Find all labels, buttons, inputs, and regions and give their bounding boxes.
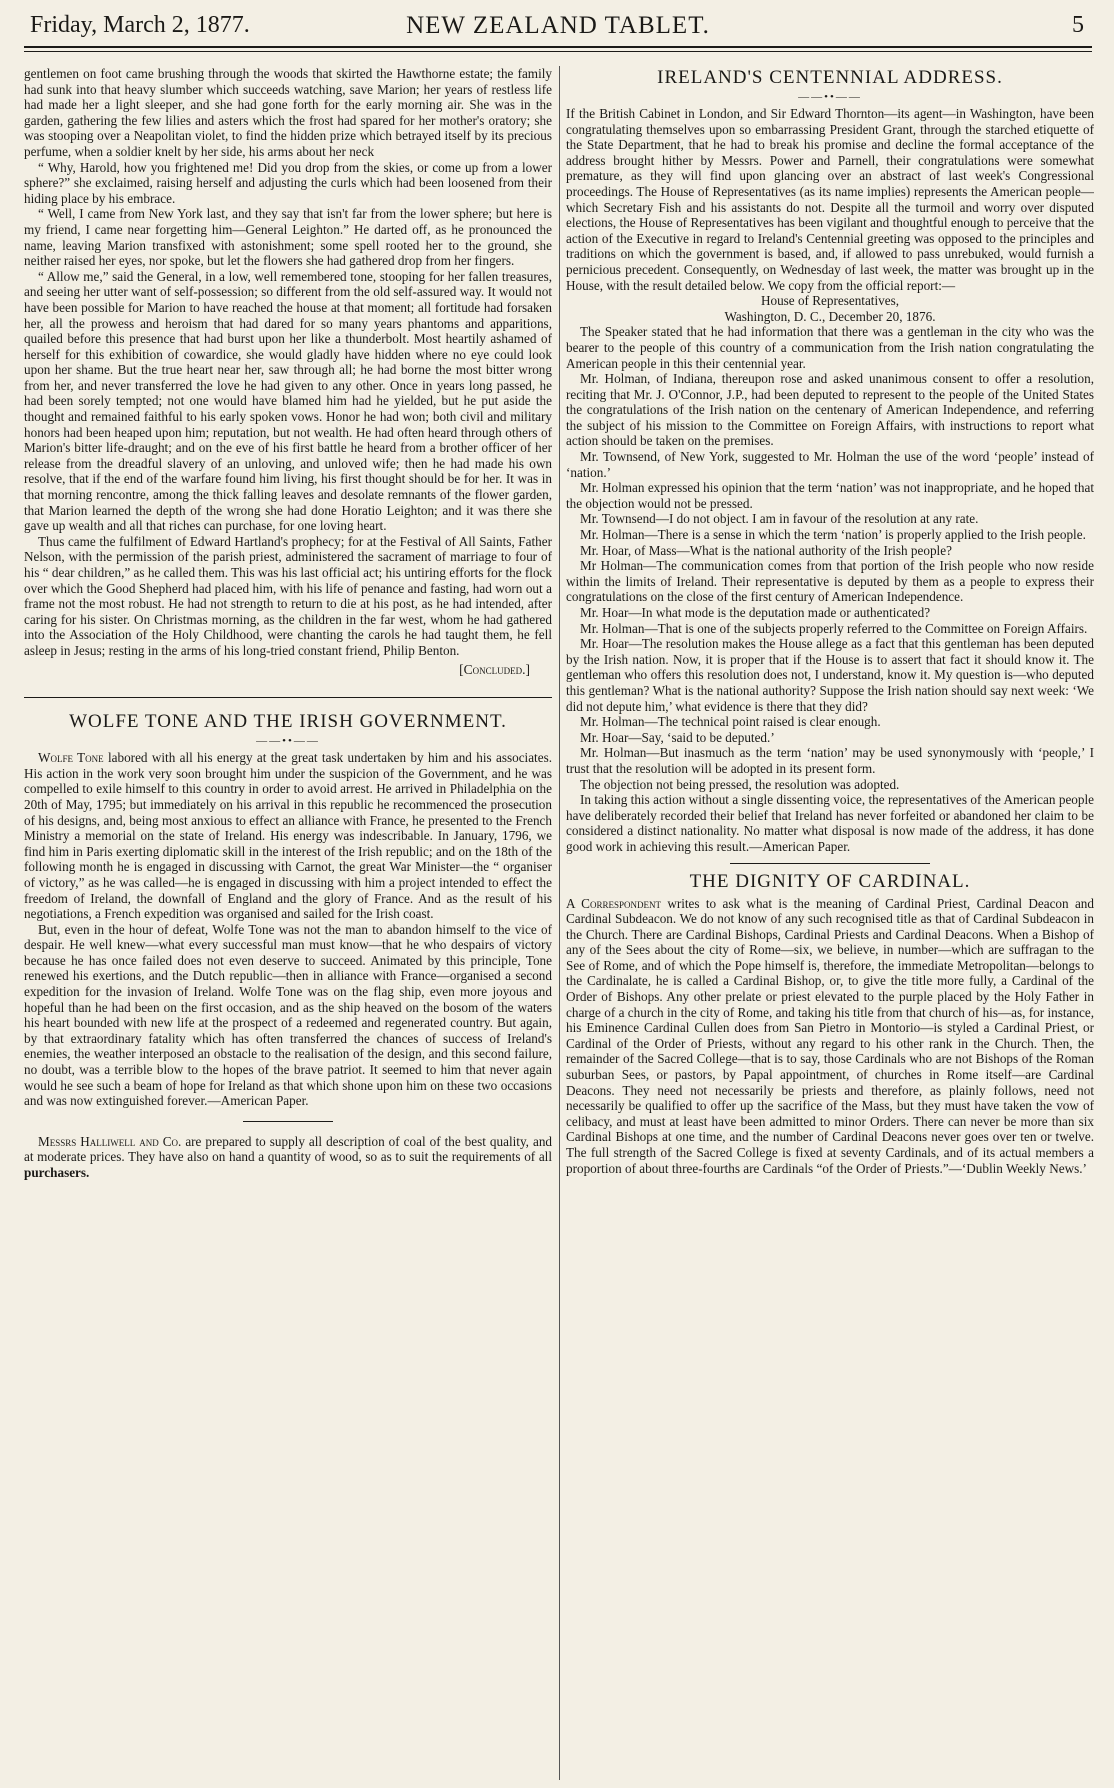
story-paragraph: Thus came the fulfilment of Edward Hartland's prophecy; for at the Festival of All Saints, Father Nelson, with the permission of the parish priest, administered the sacrament of marriage to four of his “ dear children,” as he called them. This was his last official act; his untiring efforts for the flock over which the Good Shepherd had placed him, with his life of penance and fasting, had worn out a frame not the most robust. He had not strength to return to die at his post, as he had intended, after caring for his sister. On Christmas morning, as the children in the far west, whom he had gathered into the Association of the Holy Childhood, were chanting the carols he had taught them, he fell asleep in Jesus; resting in the arms of his long-tried constant friend, Philip Benton. [24, 533, 552, 658]
section-divider [730, 863, 930, 864]
article-paragraph: Mr. Hoar—In what mode is the deputation made or authenticated? [580, 605, 931, 620]
wolfe-tone-article [24, 710, 552, 1109]
article-paragraph: The Speaker stated that he had information that there was a gentleman in the city who was the bearer to the people of this country of a communication from the Irish nation congratulating the American people in this their centennial year. [566, 324, 1094, 371]
article-paragraph: Mr. Holman—There is a sense in which the term ‘nation’ is properly applied to the Irish people. [580, 527, 1086, 543]
section-divider [243, 1121, 333, 1122]
concluded-mark: [Concluded.] [459, 661, 530, 677]
article-paragraph: Mr. Holman—That is one of the subjects properly referred to the Committee on Foreign Affairs. [580, 620, 1088, 636]
story-paragraph: “ Well, I came from New York last, and they say that isn't far from the lower sphere; but here is my friend, I came near forgetting him—General Leighton.” He darted off, as he pronounced the name, leaving Marion transfixed with astonishment; some spell rooted her to the ground, she neither raised her eyes, nor spoke, but let the flowers she had gathered drop from her fingers. [24, 206, 552, 269]
right-column [566, 66, 1094, 1780]
article-paragraph [24, 750, 552, 922]
article-paragraph: Mr. Townsend—I do not object. I am in favour of the resolution at any rate. [580, 511, 979, 527]
notice-text: are prepared to supply all description of coal of the best quality, and at moderate prices. They have also on hand a quantity of wood, so as to suit the requirements of all [24, 1133, 552, 1165]
notice-end: purchasers. [24, 1165, 90, 1180]
article-heading: THE DIGNITY OF CARDINAL. [689, 870, 971, 892]
lead-words: Wolfe Tone [38, 750, 104, 766]
paragraph-text: writes to ask what is the meaning of Cardinal Priest, Cardinal Deacon and Cardinal Subdeacon. We do not know of any such recognised title as that of Cardinal Subdeacon in the Church. There are Cardinal Bishops, Cardinal Priests and Cardinal Deacons. When a Bishop of any of the Sees about the city of Rome—six, we believe, in number—which are suffragan to the See of Rome, and of which the Pope himself is, therefore, the immediate Metropolitan—belongs to the Cardinalate, he is called a Cardinal Bishop, or, to give the title more fully, a Cardinal of the Order of Bishops. Any other prelate or priest elevated to the purple placed by the Holy Father in charge of a church in the city of Rome, and taking his title from that church of his—as, for instance, his Eminence Cardinal Cullen does from San Pietro in Montorio—is styled a Cardinal Priest, or Cardinal of the Order of Priests, without any regard to his other rank in the Church. Then, the remainder of the Sacred College—that is to say, those Cardinals who are not Bishops of the Roman suburban Sees, or pastors, by Papal appointment, of churches in Rome itself—are Cardinal Deacons. They need not necessarily be priests and therefore, as plainly follows, need not necessarily be qualified to offer up the sacrifice of the Mass, but they must have taken the vow of celibacy, and must at least have been admitted to minor Orders. There can never be more than six Cardinal Bishops at one time, and the number of Cardinal Deacons never goes over ten or twelve. The full strength of the Sacred College is fixed at seventy Cardinals, and of its actual members a proportion of about three-fourths are Cardinals “of the Order of Priests.”—‘Dublin Weekly News.’ [566, 895, 1094, 1176]
article-paragraph [566, 896, 1094, 1177]
columns [24, 66, 1092, 1780]
issue-date: Friday, March 2, 1877. [30, 12, 250, 38]
column-rule [559, 66, 560, 1780]
lead-words: Messrs Halliwell and Co. [38, 1133, 182, 1149]
article-paragraph: Mr. Holman—But inasmuch as the term ‘nation’ may be used synonymously with ‘people,’ I trust that the resolution will be adopted in its present form. [566, 745, 1094, 776]
page-number: 5 [1072, 12, 1084, 38]
dateline: Washington, D. C., December 20, 1876. [724, 308, 936, 324]
left-column [24, 66, 552, 1780]
article-paragraph: Mr. Townsend, of New York, suggested to Mr. Holman the use of the word ‘people’ instead of ‘nation.’ [566, 449, 1094, 480]
story-paragraph: “ Why, Harold, how you frightened me! Did you drop from the skies, or come up from a lower sphere?” she exclaimed, raising herself and adjusting the curls which had been loosened from their hiding place by his embrace. [24, 159, 552, 206]
article-paragraph: Mr Holman—The communication comes from that portion of the Irish people who now reside within the limits of Ireland. Their representative is deputed by them as a people to express their congratulations on the close of the first century of American Independence. [566, 558, 1094, 605]
article-heading: IRELAND'S CENTENNIAL ADDRESS. [657, 67, 1003, 88]
article-paragraph: Mr. Holman—The technical point raised is clear enough. [580, 714, 881, 730]
lead-words: A Correspondent [566, 895, 661, 911]
article-heading: WOLFE TONE AND THE IRISH GOVERNMENT. [69, 711, 507, 733]
article-paragraph: If the British Cabinet in London, and Sir Edward Thornton—its agent—in Washington, have been congratulating themselves upon so embarrassing President Grant, through the starched etiquette of the State Department, that he had to break his promise and decline the formal acceptance of the address brought hither by Messrs. Power and Parnell, their congratulations were somewhat premature, as they will find upon glancing over an abstract of last week's Congressional proceedings. The House of Representatives (as its name implies) represents the American people—which Secretary Fish and his assistants do not. Despite all the turmoil and worry over disputed elections, the House of Representatives has been vigilant and thoughtful enough to perceive that the action of the Executive in regard to Ireland's Centennial greeting was opposed to the principles and traditions on which the government is based, and, if allowed to pass unrebuked, would furnish a pernicious precedent. Consequently, on Wednesday of last week, the matter was brought up in the House, with the result detailed below. We copy from the official report:— [566, 106, 1094, 293]
story-paragraph: “ Allow me,” said the General, in a low, well remembered tone, stooping for her fallen treasures, and seeing her utter want of self-possession; so different from the old self-assured way. It would not have been possible for Marion to have reached the house at that moment; all fortitude had forsaken her, all the prowess and heroism that had dared for so many years phantoms and apparitions, quailed before this presence that had burst upon her like a thunderbolt. Most heartily ashamed of herself for this exhibition of cowardice, she would gladly have hidden where no eye could look upon her shame. But the true heart near her, saw through all; he had borne the most bitter wrong from her, and never transferred the love he had given to any other. Once in years long passed, he had been sorely tempted; not one would have blamed him had he yielded, but he put aside the thought and remained faithful to his early spoken vows. Honor he had won; both civil and military honors had been heaped upon him; reputation, but not wealth. He had often heard through others of Marion's bitter life-draught; and on the eve of his first battle he heard from a brother officer of her release from the dreadful slavery of an unloving, and unloved wife; then he had made his own resolve, that if the end of the warfare found him living, his first thought should be for her. It was in that morning rencontre, among the thick falling leaves and desolate remnants of the flower garden, that Marion learned the depth of the wrong she had done Horatio Leighton; and it was there she gave up wealth and all that riches can purchase, for one loving heart. [24, 268, 552, 534]
heading-ornament: ——••—— [256, 735, 320, 748]
story-continuation [24, 66, 552, 677]
story-paragraph: gentlemen on foot came brushing through the woods that skirted the Hawthorne estate; the family had sunk into that heavy slumber which succeeds watching, save Marion; her years of restless life had made her a light sleeper, and she had gone forth for the early morning air. She was in the garden, gathering the few lilies and asters which the frost had spared for her mother's oratory; she was stooping over a Neapolitan violet, to find the hidden prize which betrayed itself by its precious perfume, when a soldier knelt by her side, his arms about her neck [24, 66, 552, 159]
dateline: House of Representatives, [760, 293, 900, 309]
newspaper-title: NEW ZEALAND TABLET. [406, 12, 710, 39]
ireland-article [566, 66, 1094, 855]
cardinal-article [566, 870, 1094, 1177]
masthead [24, 10, 1092, 48]
article-paragraph: Mr. Hoar—Say, ‘said to be deputed.’ [580, 729, 775, 745]
article-paragraph: Mr. Hoar, of Mass—What is the national authority of the Irish people? [580, 542, 952, 558]
article-paragraph: But, even in the hour of defeat, Wolfe Tone was not the man to abandon himself to the vice of despair. He well knew—what every successful man must know—that he who despairs of victory because he has once failed does not even deserve to succeed. Animated by this principle, Tone renewed his exertions, and the Dutch republic—then in alliance with France—organised a second expedition for the invasion of Ireland. Wolfe Tone was on the flag ship, even more joyous and hopeful than he had been on the first occasion, and as the ship heaved on the bosom of the waters his heart bounded with new life at the prospect of a redeemed and regenerated country. But again, by that extraordinary fatality which has often transferred the chances of success of Ireland's enemies, the weather interposed an obstacle to the realisation of the design, and this second failure, no doubt, was a terrible blow to the hopes of the brave patriot. It seemed to him that never again would he see such a beam of hope for Ireland as that which shone upon him on these two occasions and was now extinguished forever.—American Paper. [24, 921, 552, 1109]
article-paragraph: The objection not being pressed, the resolution was adopted. [580, 776, 900, 792]
paragraph-text: labored with all his energy at the great task undertaken by him and his associates. His action in the work very soon brought him under the suspicion of the Government, and he was compelled to exile himself to this country in order to avoid arrest. He arrived in Philadelphia on the 20th of May, 1795; but immediately on his arrival in this republic he recommenced the prosecution of his designs, and, being most anxious to effect an alliance with France, he presented to the French Ministry a memorial on the state of Ireland. His energy was indescribable. In January, 1796, we find him in Paris exerting diplomatic skill in the interest of the Irish republic; and on the 18th of the following month he is engaged in discussing with Carnot, the great War Minister—the “ organiser of victory,” as he was called—he is engaged in discussing with him a project intended to effect the freedom of Ireland, the downfall of England and the glory of France. And as the result of his negotiations, a French expedition was organised and sailed for the Irish coast. [24, 750, 552, 922]
heading-ornament: ——••—— [798, 91, 862, 103]
coal-notice [24, 1134, 552, 1181]
article-paragraph: Mr. Hoar—The resolution makes the House allege as a fact that this gentleman has been deputed by the Irish nation. Now, it is proper that if the House is to assert that fact it should know it. The gentleman who offers this resolution does not, I understand, know it. My question is—who deputed this gentleman? What is the national authority? Suppose the Irish nation should say next week: ‘We did not depute him,’ what evidence is there that they did? [566, 636, 1094, 714]
article-paragraph: Mr. Holman expressed his opinion that the term ‘nation’ was not inappropriate, and he hoped that the objection would not be pressed. [566, 480, 1094, 511]
article-paragraph: In taking this action without a single dissenting voice, the representatives of the American people have deliberately recorded their belief that Ireland has never forfeited or abandoned her claim to be considered a distinct nationality. No matter what disposal is now made of the address, it has done good work in achieving this result.—American Paper. [566, 792, 1094, 854]
notice-paragraph [24, 1134, 552, 1181]
section-divider [24, 697, 552, 698]
article-paragraph: Mr. Holman, of Indiana, thereupon rose and asked unanimous consent to offer a resolution, reciting that Mr. J. O'Connor, J.P., had been deputed to represent to the people of the United States the congratulations of the Irish nation on the centenary of American Independence, and referring the subject of his mission to the Committee on Foreign Affairs, with instructions to report what action should be taken on the premises. [566, 371, 1094, 449]
